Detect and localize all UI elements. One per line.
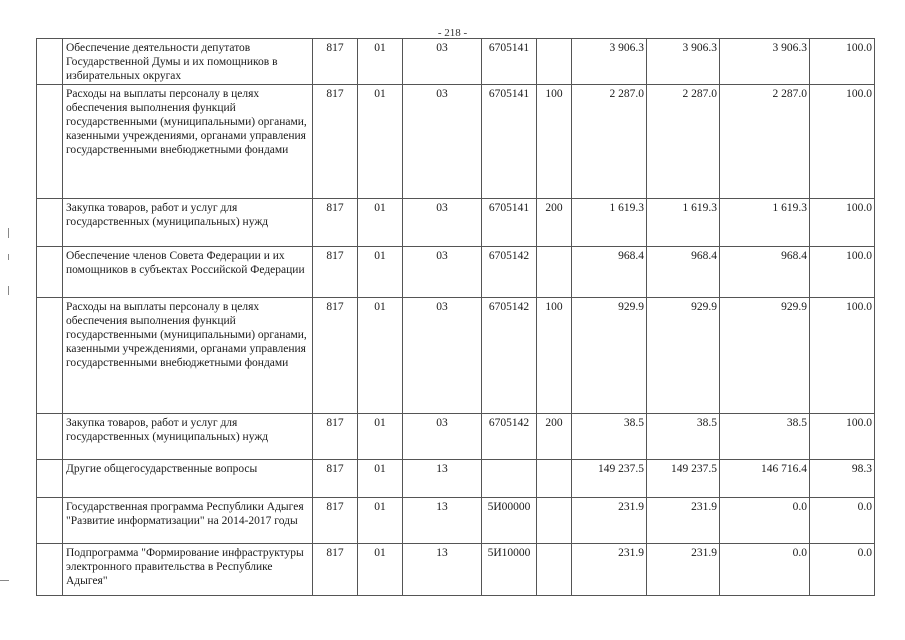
row-target-article: 6705141 [482, 199, 537, 247]
row-gutter [37, 298, 63, 414]
row-section-code: 01 [358, 298, 403, 414]
table-row [37, 414, 875, 460]
margin-mark [8, 254, 9, 260]
row-name: Обеспечение деятельности депутатов Государственной Думы и их помощников в избирательных округах [63, 39, 313, 85]
row-expense-type: 100 [537, 85, 572, 199]
row-gutter [37, 39, 63, 85]
row-expense-type [537, 544, 572, 596]
row-expense-type [537, 460, 572, 498]
row-value-3: 929.9 [720, 298, 810, 414]
row-subsection-code: 03 [403, 247, 482, 298]
row-ved-code: 817 [313, 247, 358, 298]
row-target-article: 5И00000 [482, 498, 537, 544]
row-value-1: 38.5 [572, 414, 647, 460]
row-subsection-code: 13 [403, 498, 482, 544]
row-gutter [37, 247, 63, 298]
row-name: Закупка товаров, работ и услуг для государственных (муниципальных) нужд [63, 414, 313, 460]
row-percent: 100.0 [810, 39, 875, 85]
row-value-1: 3 906.3 [572, 39, 647, 85]
table-row [37, 247, 875, 298]
row-percent: 0.0 [810, 498, 875, 544]
row-target-article: 6705141 [482, 39, 537, 85]
row-expense-type: 200 [537, 414, 572, 460]
row-value-2: 3 906.3 [647, 39, 720, 85]
row-gutter [37, 414, 63, 460]
row-section-code: 01 [358, 498, 403, 544]
margin-mark [8, 286, 9, 295]
row-value-1: 2 287.0 [572, 85, 647, 199]
row-ved-code: 817 [313, 460, 358, 498]
row-value-2: 38.5 [647, 414, 720, 460]
row-subsection-code: 13 [403, 544, 482, 596]
row-name: Закупка товаров, работ и услуг для государственных (муниципальных) нужд [63, 199, 313, 247]
row-value-3: 146 716.4 [720, 460, 810, 498]
margin-mark [8, 228, 9, 238]
row-subsection-code: 13 [403, 460, 482, 498]
row-section-code: 01 [358, 414, 403, 460]
row-target-article: 6705142 [482, 298, 537, 414]
row-ved-code: 817 [313, 544, 358, 596]
table-row [37, 85, 875, 199]
row-value-2: 929.9 [647, 298, 720, 414]
row-value-2: 231.9 [647, 544, 720, 596]
row-ved-code: 817 [313, 39, 358, 85]
row-ved-code: 817 [313, 298, 358, 414]
row-value-1: 231.9 [572, 498, 647, 544]
row-percent: 100.0 [810, 247, 875, 298]
row-target-article: 6705142 [482, 414, 537, 460]
row-value-1: 1 619.3 [572, 199, 647, 247]
row-percent: 100.0 [810, 85, 875, 199]
row-expense-type: 200 [537, 199, 572, 247]
row-target-article [482, 460, 537, 498]
row-value-3: 2 287.0 [720, 85, 810, 199]
row-subsection-code: 03 [403, 414, 482, 460]
row-percent: 100.0 [810, 298, 875, 414]
row-section-code: 01 [358, 199, 403, 247]
row-section-code: 01 [358, 39, 403, 85]
row-target-article: 5И10000 [482, 544, 537, 596]
row-gutter [37, 544, 63, 596]
row-section-code: 01 [358, 85, 403, 199]
row-value-2: 231.9 [647, 498, 720, 544]
row-subsection-code: 03 [403, 199, 482, 247]
table-row [37, 498, 875, 544]
table-row [37, 298, 875, 414]
row-expense-type: 100 [537, 298, 572, 414]
row-ved-code: 817 [313, 199, 358, 247]
row-subsection-code: 03 [403, 39, 482, 85]
table-row [37, 460, 875, 498]
row-value-1: 149 237.5 [572, 460, 647, 498]
row-expense-type [537, 247, 572, 298]
row-ved-code: 817 [313, 498, 358, 544]
row-name: Расходы на выплаты персоналу в целях обеспечения выполнения функций государственными (муниципальными) органами, казенными учреждениями, органами управления государственными внебюджетными фондами [63, 298, 313, 414]
row-value-3: 1 619.3 [720, 199, 810, 247]
row-ved-code: 817 [313, 85, 358, 199]
row-gutter [37, 85, 63, 199]
row-name: Другие общегосударственные вопросы [63, 460, 313, 498]
row-target-article: 6705141 [482, 85, 537, 199]
margin-mark [0, 580, 9, 581]
row-subsection-code: 03 [403, 85, 482, 199]
row-percent: 98.3 [810, 460, 875, 498]
row-value-3: 38.5 [720, 414, 810, 460]
row-section-code: 01 [358, 544, 403, 596]
row-gutter [37, 199, 63, 247]
row-percent: 100.0 [810, 414, 875, 460]
row-name: Расходы на выплаты персоналу в целях обеспечения выполнения функций государственными (муниципальными) органами, казенными учреждениями, органами управления государственными внебюджетными фондами [63, 85, 313, 199]
row-value-1: 231.9 [572, 544, 647, 596]
row-section-code: 01 [358, 247, 403, 298]
row-value-2: 1 619.3 [647, 199, 720, 247]
row-value-3: 968.4 [720, 247, 810, 298]
row-value-3: 0.0 [720, 498, 810, 544]
row-expense-type [537, 498, 572, 544]
row-value-1: 929.9 [572, 298, 647, 414]
row-name: Обеспечение членов Совета Федерации и их помощников в субъектах Российской Федерации [63, 247, 313, 298]
row-expense-type [537, 39, 572, 85]
row-value-2: 968.4 [647, 247, 720, 298]
row-value-3: 0.0 [720, 544, 810, 596]
row-name: Государственная программа Республики Адыгея "Развитие информатизации" на 2014-2017 годы [63, 498, 313, 544]
budget-table [36, 38, 875, 596]
row-subsection-code: 03 [403, 298, 482, 414]
row-ved-code: 817 [313, 414, 358, 460]
row-value-1: 968.4 [572, 247, 647, 298]
row-percent: 100.0 [810, 199, 875, 247]
row-gutter [37, 498, 63, 544]
table-row [37, 39, 875, 85]
row-gutter [37, 460, 63, 498]
row-percent: 0.0 [810, 544, 875, 596]
row-name: Подпрограмма "Формирование инфраструктуры электронного правительства в Республике Адыгея" [63, 544, 313, 596]
table-row [37, 199, 875, 247]
table-row [37, 544, 875, 596]
row-value-2: 2 287.0 [647, 85, 720, 199]
row-value-3: 3 906.3 [720, 39, 810, 85]
row-section-code: 01 [358, 460, 403, 498]
row-value-2: 149 237.5 [647, 460, 720, 498]
page-number: - 218 - [437, 27, 468, 39]
row-target-article: 6705142 [482, 247, 537, 298]
